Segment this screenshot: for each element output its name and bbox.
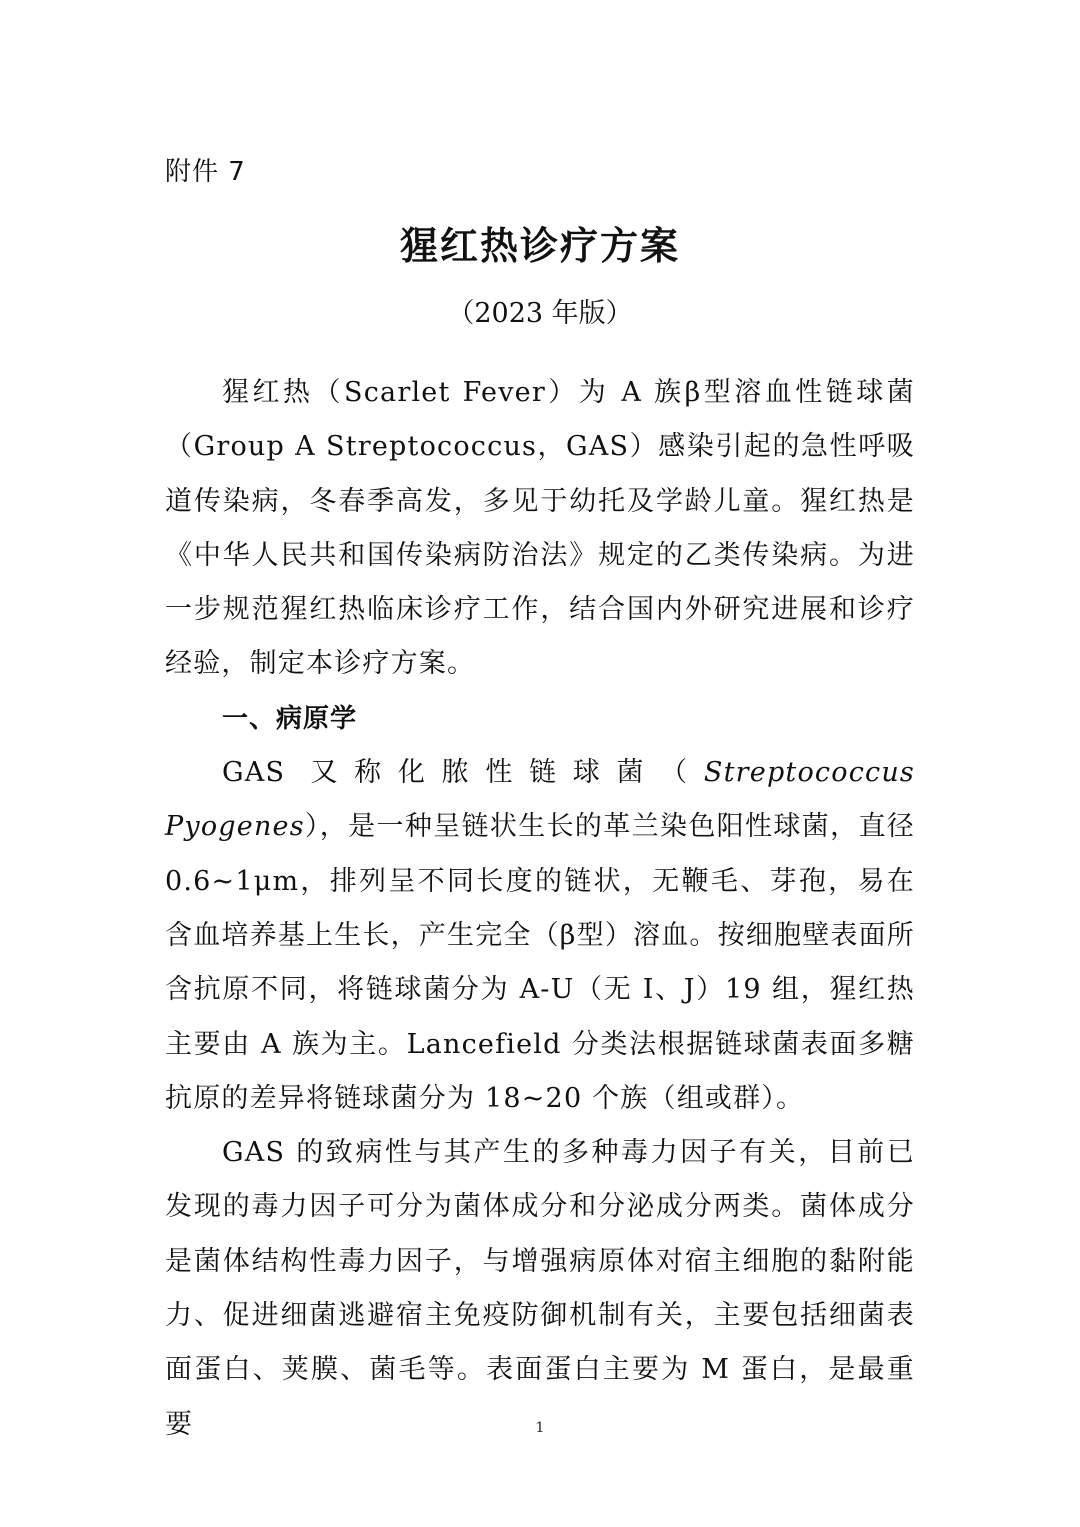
attachment-label: 附件 7 [165, 157, 246, 187]
pathogen-paragraph-1 [165, 746, 915, 1126]
pathogen-paragraph-1-rest: ），是一种呈链状生长的革兰染色阳性球菌，直径 0.6~1μm，排列呈不同长度的链状，无鞭毛、芽孢，易在含血培养基上生长，产生完全（β型）溶血。按细胞壁表面所含抗原不同，将链球菌分为 A-U（无 I、J）19 组，猩红热主要由 A 族为主。Lancefield 分类法根据链球菌表面多糖抗原的差异将链球菌分为 18~20 个族（组或群）。 [165, 811, 916, 1114]
pathogen-paragraph-2: GAS 的致病性与其产生的多种毒力因子有关，目前已发现的毒力因子可分为菌体成分和分泌成分两类。菌体成分是菌体结构性毒力因子，与增强病原体对宿主细胞的黏附能力、促进细菌逃避宿主免疫防御机制有关，主要包括细菌表面蛋白、荚膜、菌毛等。表面蛋白主要为 M 蛋白，是最重要 [165, 1137, 915, 1440]
document-body [165, 366, 915, 1452]
species-name: Streptococcus Pyogenes [165, 757, 915, 843]
intro-paragraph: 猩红热（Scarlet Fever）为 A 族β型溶血性链球菌（Group A Streptococcus，GAS）感染引起的急性呼吸道传染病，冬春季高发，多见于幼托及学龄儿童。猩红热是《中华人民共和国传染病防治法》规定的乙类传染病。为进一步规范猩红热临床诊疗工作，结合国内外研究进展和诊疗经验，制定本诊疗方案。 [165, 377, 915, 680]
section-heading-pathogen: 一、病原学 [222, 703, 358, 734]
page-number: 1 [535, 1420, 545, 1436]
document-title: 猩红热诊疗方案 [399, 224, 680, 268]
document-edition: （2023 年版） [447, 298, 633, 329]
pathogen-paragraph-1-start: GAS 又称化脓性链球菌（ [222, 757, 704, 789]
